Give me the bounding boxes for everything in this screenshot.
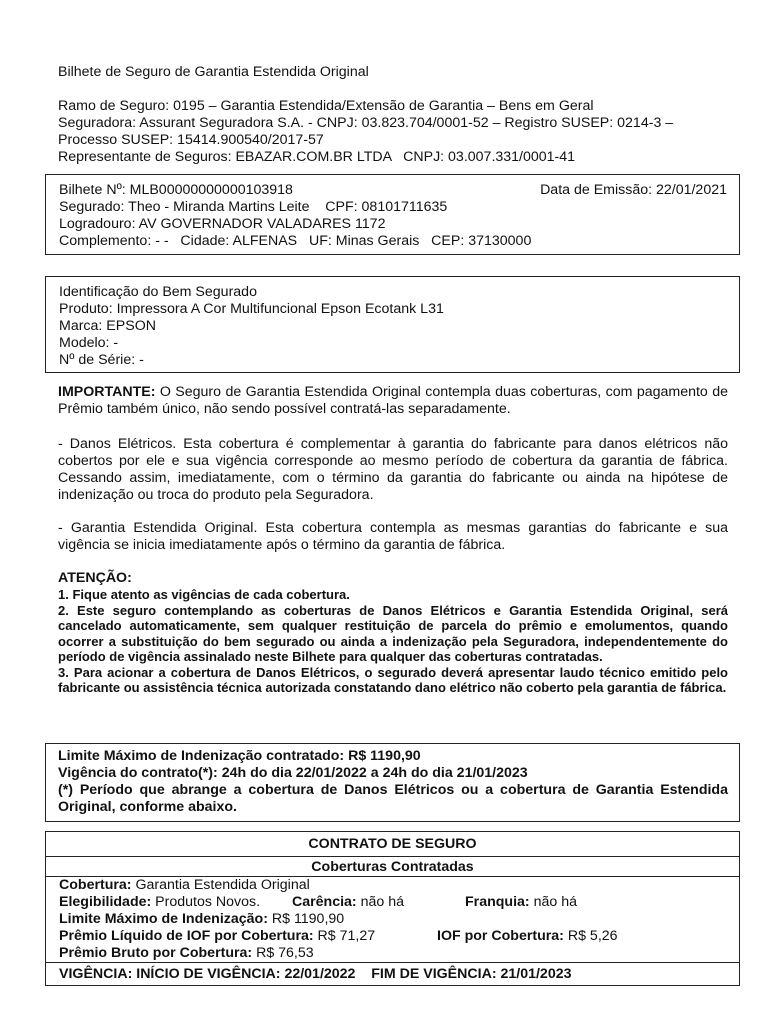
important-text: O Seguro de Garantia Estendida Original contempla duas coberturas, com pagamento de Prêmio também único, não sendo possível contratá-las separadamente.: [58, 384, 728, 417]
net-premium-value: R$ 71,27: [313, 928, 376, 944]
insured-item-title: Identificação do Bem Segurado: [59, 284, 257, 300]
address-line: Logradouro: AV GOVERNADOR VALADARES 1172: [59, 216, 386, 232]
document-title: Bilhete de Seguro de Garantia Estendida Original: [58, 64, 369, 80]
eligibility-label: Elegibilidade:: [59, 894, 152, 910]
indemnity-limit-line: Limite Máximo de Indenização contratado: R$ 1190,90: [58, 748, 421, 764]
net-premium-label: Prêmio Líquido de IOF por Cobertura:: [59, 928, 314, 944]
coverage-line: [59, 877, 727, 894]
attention-title: ATENÇÃO:: [58, 570, 132, 586]
insured-line: Segurado: Theo - Miranda Martins Leite CPF: 08101711635: [59, 199, 448, 215]
max-indemnity-line: [59, 911, 727, 928]
model-line: Modelo: -: [59, 335, 119, 351]
contract-table: [45, 831, 740, 986]
insured-item-box: [45, 276, 740, 373]
extended-warranty-text: - Garantia Estendida Original. Esta cobertura contempla as mesmas garantias do fabricante e sua vigência se inicia imediatamente após o término da garantia de fábrica.: [58, 520, 728, 553]
gross-premium-value: R$ 76,53: [252, 945, 314, 961]
validity-line: VIGÊNCIA: INÍCIO DE VIGÊNCIA: 22/01/2022 FIM DE VIGÊNCIA: 21/01/2023: [59, 966, 572, 982]
deductible-value: não há: [529, 894, 577, 910]
representante-line: Representante de Seguros: EBAZAR.COM.BR LTDA CNPJ: 03.007.331/0001-41: [58, 149, 576, 165]
net-premium-line: [59, 928, 727, 945]
complement-line: Complemento: - - Cidade: ALFENAS UF: Minas Gerais CEP: 37130000: [59, 233, 532, 249]
coverages-subtitle: Coberturas Contratadas: [46, 857, 739, 877]
important-label: IMPORTANTE:: [58, 384, 156, 400]
seguradora-line: Seguradora: Assurant Seguradora S.A. - CNPJ: 03.823.704/0001-52 – Registro SUSEP: 0214-3 –: [58, 115, 674, 131]
coverage-label: Cobertura:: [59, 877, 132, 893]
period-note: (*) Período que abrange a cobertura de Danos Elétricos ou a cobertura de Garantia Estendida Original, conforme abaixo.: [58, 782, 728, 815]
eligibility-line: [59, 894, 727, 911]
ramo-line: Ramo de Seguro: 0195 – Garantia Estendida/Extensão de Garantia – Bens em Geral: [58, 98, 594, 114]
bilhete-number: Bilhete Nº: MLB00000000000103918: [59, 182, 293, 198]
max-indemnity-value: R$ 1190,90: [267, 911, 345, 927]
serial-line: Nº de Série: -: [59, 352, 144, 368]
extended-warranty-paragraph: [58, 520, 728, 554]
electrical-damage-paragraph: [58, 436, 728, 504]
attention-item-2: 2. Este seguro contemplando as coberturas de Danos Elétricos e Garantia Estendida Original, será cancelado automaticamente, sem qualquer restituição de parcela do prêmio e emolumentos, quando ocorrer a substituição do bem segurado ou ainda a indenização pela Seguradora, independentemente do período de vigência assinalado neste Bilhete para qualquer das coberturas contratadas.: [58, 602, 728, 664]
deductible-label: Franquia:: [465, 894, 530, 910]
indemnity-limit-box: [45, 743, 740, 822]
brand-line: Marca: EPSON: [59, 318, 156, 334]
iof-label: IOF por Cobertura:: [437, 928, 564, 944]
max-indemnity-label: Limite Máximo de Indenização:: [59, 911, 268, 927]
coverage-value: Garantia Estendida Original: [131, 877, 310, 893]
bilhete-box: [45, 174, 740, 255]
contract-period-line: Vigência do contrato(*): 24h do dia 22/01/2022 a 24h do dia 21/01/2023: [58, 765, 528, 781]
product-line: Produto: Impressora A Cor Multifuncional Epson Ecotank L31: [59, 301, 444, 317]
processo-line: Processo SUSEP: 15414.900540/2017-57: [58, 132, 324, 148]
gross-premium-line: [59, 945, 727, 962]
electrical-damage-text: - Danos Elétricos. Esta cobertura é complementar à garantia do fabricante para danos elétricos não cobertos por ele e sua vigência corresponde ao mesmo período de cobertura da garantia de fábrica. Cessando assim, imediatamente, com o término da garantia do fabricante ou ainda na hipótese de indenização ou troca do produto pela Seguradora.: [58, 436, 728, 503]
contract-title: CONTRATO DE SEGURO: [46, 832, 739, 857]
grace-value: não há: [356, 894, 405, 910]
attention-item-1: 1. Fique atento as vigências de cada cobertura.: [58, 587, 350, 602]
attention-item-3: 3. Para acionar a cobertura de Danos Elétricos, o segurado deverá apresentar laudo técnico emitido pelo fabricante ou assistência técnica autorizada constatando dano elétrico não coberto pela garantia de fábrica.: [58, 664, 728, 695]
eligibility-value: Produtos Novos.: [151, 894, 261, 910]
coverage-details: [46, 877, 739, 963]
important-paragraph: [58, 384, 728, 418]
gross-premium-label: Prêmio Bruto por Cobertura:: [59, 945, 253, 961]
document-header: [58, 64, 738, 166]
grace-label: Carência:: [292, 894, 357, 910]
iof-value: R$ 5,26: [563, 928, 618, 944]
attention-section: [58, 570, 728, 696]
issue-date: Data de Emissão: 22/01/2021: [540, 182, 727, 198]
